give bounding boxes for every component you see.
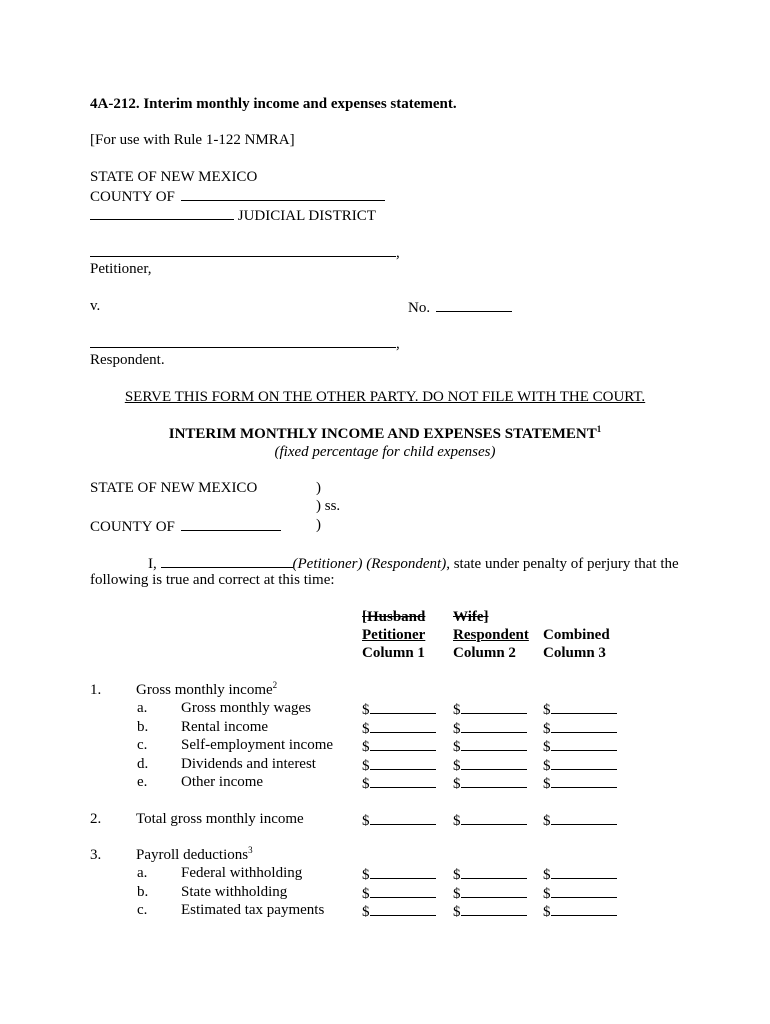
- amount-cell-col-2: [453, 864, 527, 884]
- section-label: [136, 681, 277, 699]
- header-column-1: Column 1: [362, 645, 425, 661]
- amount-field[interactable]: [370, 901, 436, 916]
- dollar-sign: $: [362, 904, 370, 920]
- item-label: State withholding: [181, 883, 288, 900]
- dollar-sign: $: [543, 867, 551, 883]
- amount-field[interactable]: [551, 883, 617, 898]
- dollar-sign: $: [543, 757, 551, 774]
- dollar-sign: $: [362, 885, 370, 902]
- item-letter: d.: [137, 755, 149, 772]
- amount-cell-col-3: [543, 901, 617, 921]
- oath-respondent: (Respondent): [366, 556, 447, 572]
- petitioner-label: Petitioner,: [90, 261, 152, 277]
- amount-field[interactable]: [461, 755, 527, 770]
- header-husband: [Husband: [362, 609, 426, 625]
- item-label: Other income: [181, 774, 264, 790]
- item-label: Gross monthly wages: [181, 700, 311, 716]
- total-col-1: [362, 810, 436, 830]
- section-label-text: Payroll deductions: [136, 847, 249, 863]
- section-number: 1.: [90, 682, 102, 698]
- amount-field[interactable]: [370, 755, 436, 770]
- header-respondent: Respondent: [453, 627, 529, 643]
- venue-paren-1: ): [316, 480, 321, 496]
- section-number: 3.: [90, 847, 102, 863]
- county-field[interactable]: [181, 186, 385, 201]
- item-letter: c.: [137, 737, 148, 753]
- venue-ss: ) ss.: [316, 498, 341, 514]
- amount-field[interactable]: [551, 718, 617, 733]
- footnote-marker: 1: [596, 424, 602, 434]
- dollar-sign: $: [543, 720, 551, 737]
- item-label: Estimated tax payments: [181, 902, 325, 918]
- amount-field[interactable]: [461, 718, 527, 733]
- item-letter: c.: [137, 902, 148, 918]
- caption-district: [90, 205, 376, 225]
- item-letter: b.: [137, 883, 149, 900]
- header-column-3: Column 3: [543, 645, 606, 661]
- amount-field[interactable]: [461, 810, 527, 825]
- amount-cell-col-1: [362, 755, 436, 775]
- dollar-sign: $: [543, 739, 551, 755]
- amount-field[interactable]: [461, 736, 527, 751]
- dollar-sign: $: [453, 757, 461, 774]
- item-letter: b.: [137, 718, 149, 735]
- venue-county: [90, 516, 281, 536]
- case-number-label: No.: [408, 300, 431, 316]
- dollar-sign: $: [453, 885, 461, 902]
- respondent-field[interactable]: [90, 333, 396, 348]
- header-combined: Combined: [543, 627, 610, 643]
- footnote-marker: 3: [248, 845, 253, 855]
- amount-cell-col-2: [453, 699, 527, 719]
- amount-cell-col-2: [453, 755, 527, 775]
- district-field[interactable]: [90, 205, 234, 220]
- amount-field[interactable]: [551, 864, 617, 879]
- dollar-sign: $: [453, 776, 461, 792]
- item-label: Dividends and interest: [181, 755, 316, 772]
- total-col-3: [543, 810, 617, 830]
- item-letter: a.: [137, 700, 148, 716]
- dollar-sign: $: [543, 776, 551, 792]
- oath-rest: , state under penalty of perjury that the: [446, 556, 679, 572]
- venue-county-label: COUNTY OF: [90, 519, 175, 535]
- amount-cell-col-3: [543, 755, 617, 775]
- item-letter: e.: [137, 774, 148, 790]
- respondent-line: [90, 333, 400, 353]
- amount-cell-col-3: [543, 736, 617, 756]
- dollar-sign: $: [362, 867, 370, 883]
- dollar-sign: $: [543, 885, 551, 902]
- dollar-sign: $: [453, 813, 461, 829]
- header-petitioner: Petitioner: [362, 627, 426, 643]
- section-label-text: Gross monthly income: [136, 682, 273, 698]
- header-wife: Wife]: [453, 609, 489, 625]
- amount-field[interactable]: [551, 901, 617, 916]
- caption-county-label: COUNTY OF: [90, 189, 175, 205]
- dollar-sign: $: [543, 904, 551, 920]
- amount-cell-col-2: [453, 736, 527, 756]
- section-label: [136, 846, 253, 864]
- amount-cell-col-3: [543, 718, 617, 738]
- amount-field[interactable]: [370, 810, 436, 825]
- amount-field[interactable]: [461, 883, 527, 898]
- oath-line-2: following is true and correct at this time:: [90, 572, 335, 588]
- amount-field[interactable]: [370, 699, 436, 714]
- amount-field[interactable]: [551, 810, 617, 825]
- dollar-sign: $: [453, 702, 461, 718]
- oath-name-field[interactable]: [161, 553, 293, 568]
- amount-cell-col-1: [362, 773, 436, 793]
- amount-field[interactable]: [551, 773, 617, 788]
- header-column-2: Column 2: [453, 645, 516, 661]
- dollar-sign: $: [453, 867, 461, 883]
- amount-cell-col-2: [453, 718, 527, 738]
- venue-state: STATE OF NEW MEXICO: [90, 480, 258, 496]
- form-title-text: INTERIM MONTHLY INCOME AND EXPENSES STATEMENT: [168, 426, 597, 442]
- comma: ,: [396, 245, 400, 261]
- dollar-sign: $: [362, 813, 370, 829]
- amount-cell-col-3: [543, 699, 617, 719]
- amount-cell-col-1: [362, 864, 436, 884]
- amount-cell-col-2: [453, 901, 527, 921]
- amount-cell-col-1: [362, 883, 436, 903]
- district-label: JUDICIAL DISTRICT: [237, 208, 376, 224]
- amount-field[interactable]: [551, 736, 617, 751]
- amount-field[interactable]: [461, 901, 527, 916]
- amount-cell-col-2: [453, 773, 527, 793]
- amount-field[interactable]: [461, 699, 527, 714]
- dollar-sign: $: [362, 739, 370, 755]
- petitioner-line: [90, 242, 400, 262]
- amount-field[interactable]: [551, 699, 617, 714]
- oath-line-1: [148, 553, 679, 573]
- oath-petitioner: (Petitioner): [292, 556, 363, 572]
- respondent-label: Respondent.: [90, 352, 165, 368]
- form-title: [0, 425, 770, 443]
- serve-notice: SERVE THIS FORM ON THE OTHER PARTY. DO NOT FILE WITH THE COURT.: [124, 389, 646, 405]
- total-col-2: [453, 810, 527, 830]
- caption-state: STATE OF NEW MEXICO: [90, 169, 258, 185]
- venue-paren-3: ): [316, 517, 321, 533]
- dollar-sign: $: [453, 720, 461, 737]
- item-label: Self-employment income: [181, 737, 334, 753]
- dollar-sign: $: [362, 757, 370, 774]
- dollar-sign: $: [453, 739, 461, 755]
- comma: ,: [396, 336, 400, 352]
- amount-field[interactable]: [461, 773, 527, 788]
- amount-field[interactable]: [370, 736, 436, 751]
- amount-cell-col-3: [543, 864, 617, 884]
- amount-cell-col-1: [362, 736, 436, 756]
- item-label: Federal withholding: [181, 865, 303, 881]
- rule-note: [For use with Rule 1-122 NMRA]: [90, 132, 295, 148]
- amount-field[interactable]: [370, 883, 436, 898]
- case-number-field[interactable]: [436, 297, 512, 312]
- section-label: Total gross monthly income: [136, 811, 304, 827]
- item-label: Rental income: [181, 718, 269, 735]
- section-number: 2.: [90, 811, 102, 827]
- amount-field[interactable]: [551, 755, 617, 770]
- amount-field[interactable]: [370, 864, 436, 879]
- versus-label: v.: [90, 298, 101, 314]
- venue-county-field[interactable]: [181, 516, 281, 531]
- amount-cell-col-2: [453, 883, 527, 903]
- dollar-sign: $: [543, 702, 551, 718]
- dollar-sign: $: [453, 904, 461, 920]
- document-title: 4A-212. Interim monthly income and expenses statement.: [90, 96, 457, 112]
- dollar-sign: $: [543, 813, 551, 829]
- case-number: [408, 297, 512, 317]
- footnote-marker: 2: [272, 680, 278, 690]
- amount-field[interactable]: [370, 773, 436, 788]
- amount-cell-col-1: [362, 718, 436, 738]
- item-letter: a.: [137, 865, 148, 881]
- dollar-sign: $: [362, 702, 370, 718]
- amount-field[interactable]: [461, 864, 527, 879]
- amount-field[interactable]: [370, 718, 436, 733]
- dollar-sign: $: [362, 776, 370, 792]
- caption-county: [90, 186, 385, 206]
- amount-cell-col-3: [543, 773, 617, 793]
- amount-cell-col-1: [362, 699, 436, 719]
- oath-prefix: I,: [148, 556, 157, 572]
- dollar-sign: $: [362, 720, 370, 737]
- amount-cell-col-1: [362, 901, 436, 921]
- amount-cell-col-3: [543, 883, 617, 903]
- form-subtitle: (fixed percentage for child expenses): [274, 444, 496, 460]
- petitioner-field[interactable]: [90, 242, 396, 257]
